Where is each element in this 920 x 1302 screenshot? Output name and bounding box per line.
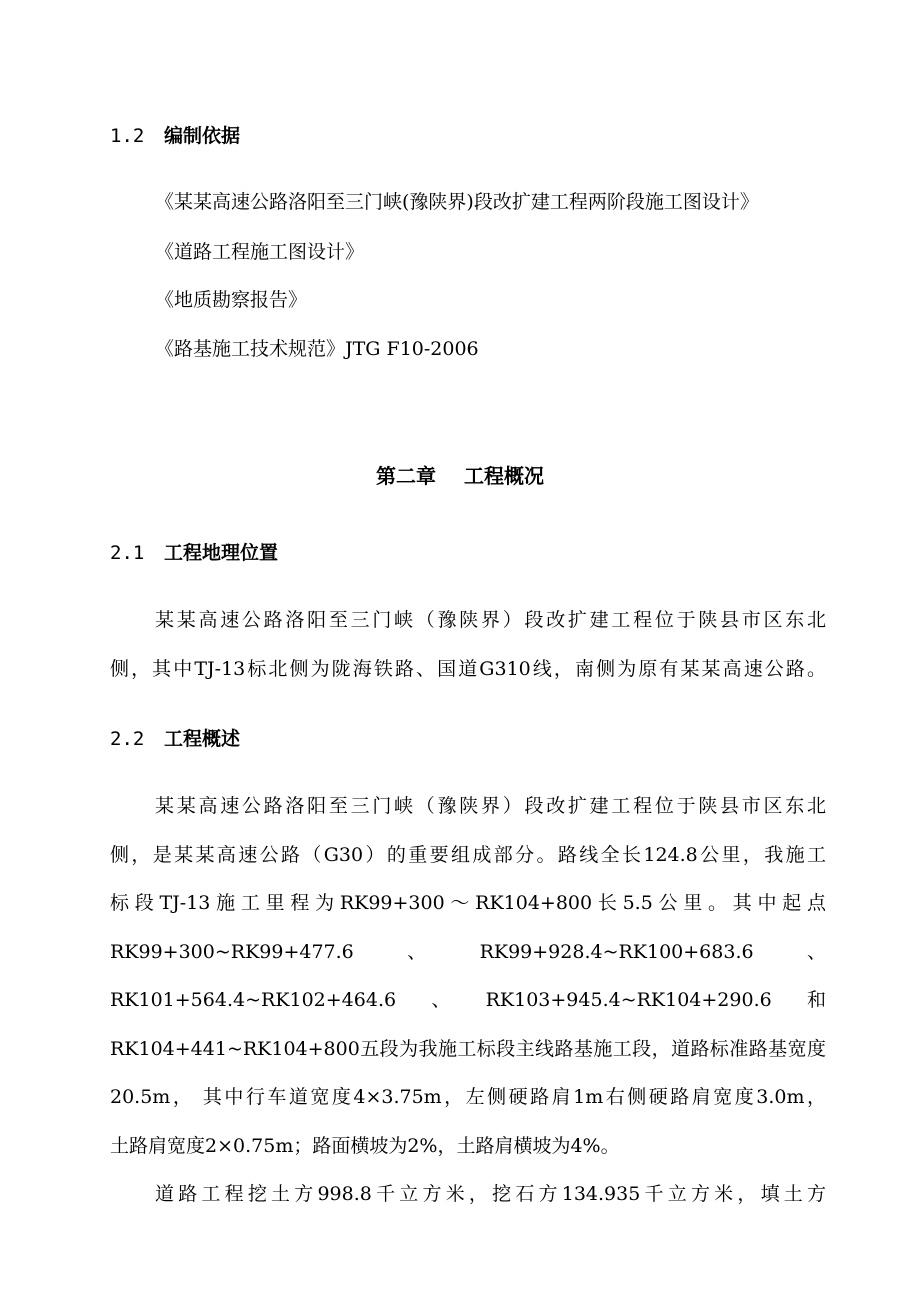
line-segment: RK101+564.4~RK102+464.6 xyxy=(110,989,397,1011)
line-segment: RK103+945.4~RK104+290.6 xyxy=(485,989,772,1011)
line-segment: 和 xyxy=(806,989,826,1011)
section-title: 工程概述 xyxy=(164,728,241,750)
section-heading-1-2 xyxy=(110,124,240,148)
section-title: 编制依据 xyxy=(164,125,241,147)
chapter-title xyxy=(0,463,920,489)
paragraph-line: 土路肩宽度2×0.75m；路面横坡为2%，土路肩横坡为4%。 xyxy=(110,1135,620,1157)
line-segment: 、 xyxy=(431,989,451,1011)
paragraph-line: 侧，其中TJ-13标北侧为陇海铁路、国道G310线，南侧为原有某某高速公路。 xyxy=(110,658,826,680)
line-segment: RK99+300~RK99+477.6 xyxy=(110,941,354,963)
chapter-name: 工程概况 xyxy=(464,464,544,488)
paragraph-line: RK104+441~RK104+800五段为我施工标段主线路基施工段，道路标准路基宽度 xyxy=(110,1038,826,1060)
paragraph-line-segmented xyxy=(110,940,826,964)
paragraph-line: 侧，是某某高速公路（G30）的重要组成部分。路线全长124.8公里，我施工 xyxy=(110,844,826,866)
line-segment: 、 xyxy=(407,941,427,963)
reference-item: 《地质勘察报告》 xyxy=(155,289,308,311)
line-segment: 、 xyxy=(806,941,826,963)
line-segment: RK99+928.4~RK100+683.6 xyxy=(479,941,754,963)
section-number: 1.2 xyxy=(110,125,145,147)
paragraph-line: 20.5m， 其中行车道宽度4×3.75m，左侧硬路肩1m右侧硬路肩宽度3.0m， xyxy=(110,1086,826,1108)
paragraph-line: 某某高速公路洛阳至三门峡（豫陕界）段改扩建工程位于陕县市区东北 xyxy=(155,609,826,631)
section-heading-2-1 xyxy=(110,541,278,565)
paragraph-line: 某某高速公路洛阳至三门峡（豫陕界）段改扩建工程位于陕县市区东北 xyxy=(155,795,826,817)
paragraph-line: 道路工程挖土方998.8千立方米，挖石方134.935千立方米，填土方 xyxy=(155,1183,826,1205)
chapter-label: 第二章 xyxy=(376,464,436,488)
reference-item: 《道路工程施工图设计》 xyxy=(155,241,365,263)
paragraph-line: 标段TJ-13施工里程为RK99+300～RK104+800长5.5公里。其中起点 xyxy=(110,892,826,914)
section-heading-2-2 xyxy=(110,727,240,751)
reference-item: 《路基施工技术规范》JTG F10-2006 xyxy=(155,338,479,360)
reference-item: 《某某高速公路洛阳至三门峡(豫陕界)段改扩建工程两阶段施工图设计》 xyxy=(155,191,759,213)
section-number: 2.2 xyxy=(110,728,145,750)
section-number: 2.1 xyxy=(110,542,145,564)
section-title: 工程地理位置 xyxy=(164,542,279,564)
paragraph-line-segmented xyxy=(110,988,826,1012)
